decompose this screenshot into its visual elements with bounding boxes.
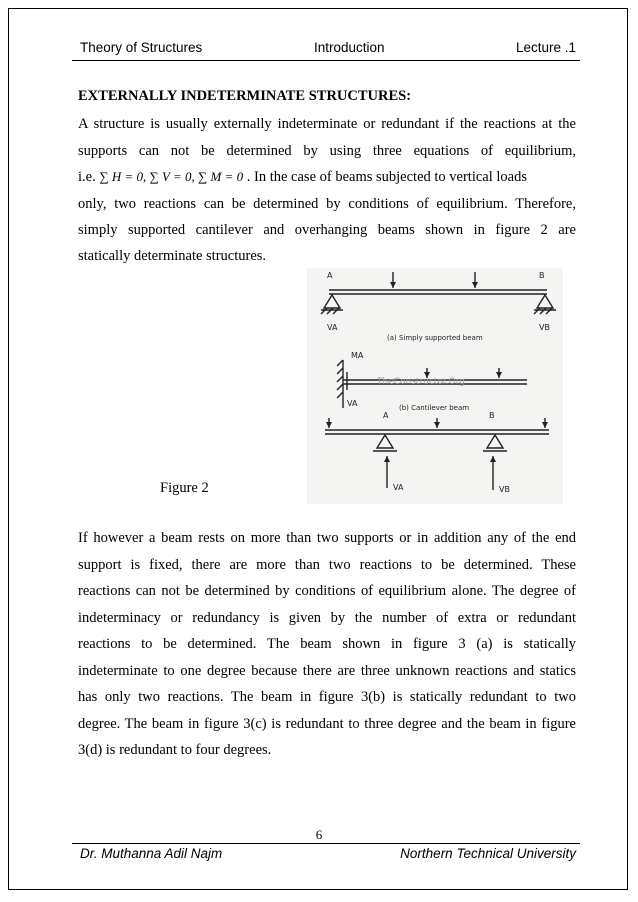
page-header (80, 40, 576, 60)
p2-line: degree. The beam in figure 3(c) is redundant to three degree and the beam in figure (78, 716, 576, 732)
p2-line: indeterminate to one degree because there are three unknown reactions and statics (78, 663, 576, 679)
figure-caption: Figure 2 (160, 480, 209, 496)
label-b-overhang: B (489, 411, 495, 420)
section-heading: EXTERNALLY INDETERMINATE STRUCTURES: (78, 88, 412, 104)
header-lecture: Lecture .1 (515, 40, 576, 55)
label-vb: VB (539, 323, 550, 332)
p1-prefix: i.e. (78, 169, 96, 185)
p1-line: A structure is usually externally indeterminate or redundant if the reactions at the (78, 116, 576, 132)
label-va: VA (327, 323, 338, 332)
footer-university: Northern Technical University (400, 846, 576, 861)
p2-line: indeterminacy or redundancy is given by the number of extra or redundant (78, 610, 576, 626)
p2-line: If however a beam rests on more than two supports or in addition any of the end (78, 530, 576, 546)
header-rule (72, 60, 580, 61)
p2-line: 3(d) is redundant to four degrees. (78, 742, 272, 758)
footer-author: Dr. Muthanna Adil Najm (80, 846, 223, 861)
label-vb-overhang: VB (499, 485, 510, 494)
equilibrium-equations: ∑ H = 0, ∑ V = 0, ∑ M = 0 (99, 169, 244, 184)
label-a-overhang: A (383, 411, 389, 420)
beam-diagrams (307, 268, 563, 504)
p2-line: support is fixed, there are more than two reactions to be determined. These (78, 557, 576, 573)
p2-line: reactions can not be determined by conditions of equilibrium alone. The degree of (78, 583, 576, 599)
footer-rule (72, 843, 580, 844)
page-footer (80, 846, 576, 866)
watermark: TheConstructor.Org (377, 377, 465, 387)
p1-line: only, two reactions can be determined by conditions of equilibrium. Therefore, (78, 196, 576, 212)
label-b: B (539, 271, 545, 280)
p1-suffix: . In the case of beams subjected to vertical loads (246, 169, 527, 185)
figure-2-image (307, 268, 563, 504)
caption-cantilever: (b) Cantilever beam (399, 404, 470, 412)
label-va-overhang: VA (393, 483, 404, 492)
header-topic: Introduction (314, 40, 385, 55)
page-number: 6 (315, 827, 323, 842)
label-ma: MA (351, 351, 364, 360)
p1-line: statically determinate structures. (78, 248, 267, 264)
caption-simply: (a) Simply supported beam (387, 334, 483, 342)
label-va-cantilever: VA (347, 399, 358, 408)
label-a: A (327, 271, 333, 280)
p2-line: has only two reactions. The beam in figure 3(b) is statically redundant to two (78, 689, 576, 705)
p1-line-equation (78, 167, 576, 187)
p2-line: reactions to be determined. The beam shown in figure 3 (a) is statically (78, 636, 576, 652)
header-course: Theory of Structures (80, 40, 203, 55)
p1-line: supports can not be determined by using three equations of equilibrium, (78, 143, 576, 159)
p1-line: simply supported cantilever and overhanging beams shown in figure 2 are (78, 222, 576, 238)
